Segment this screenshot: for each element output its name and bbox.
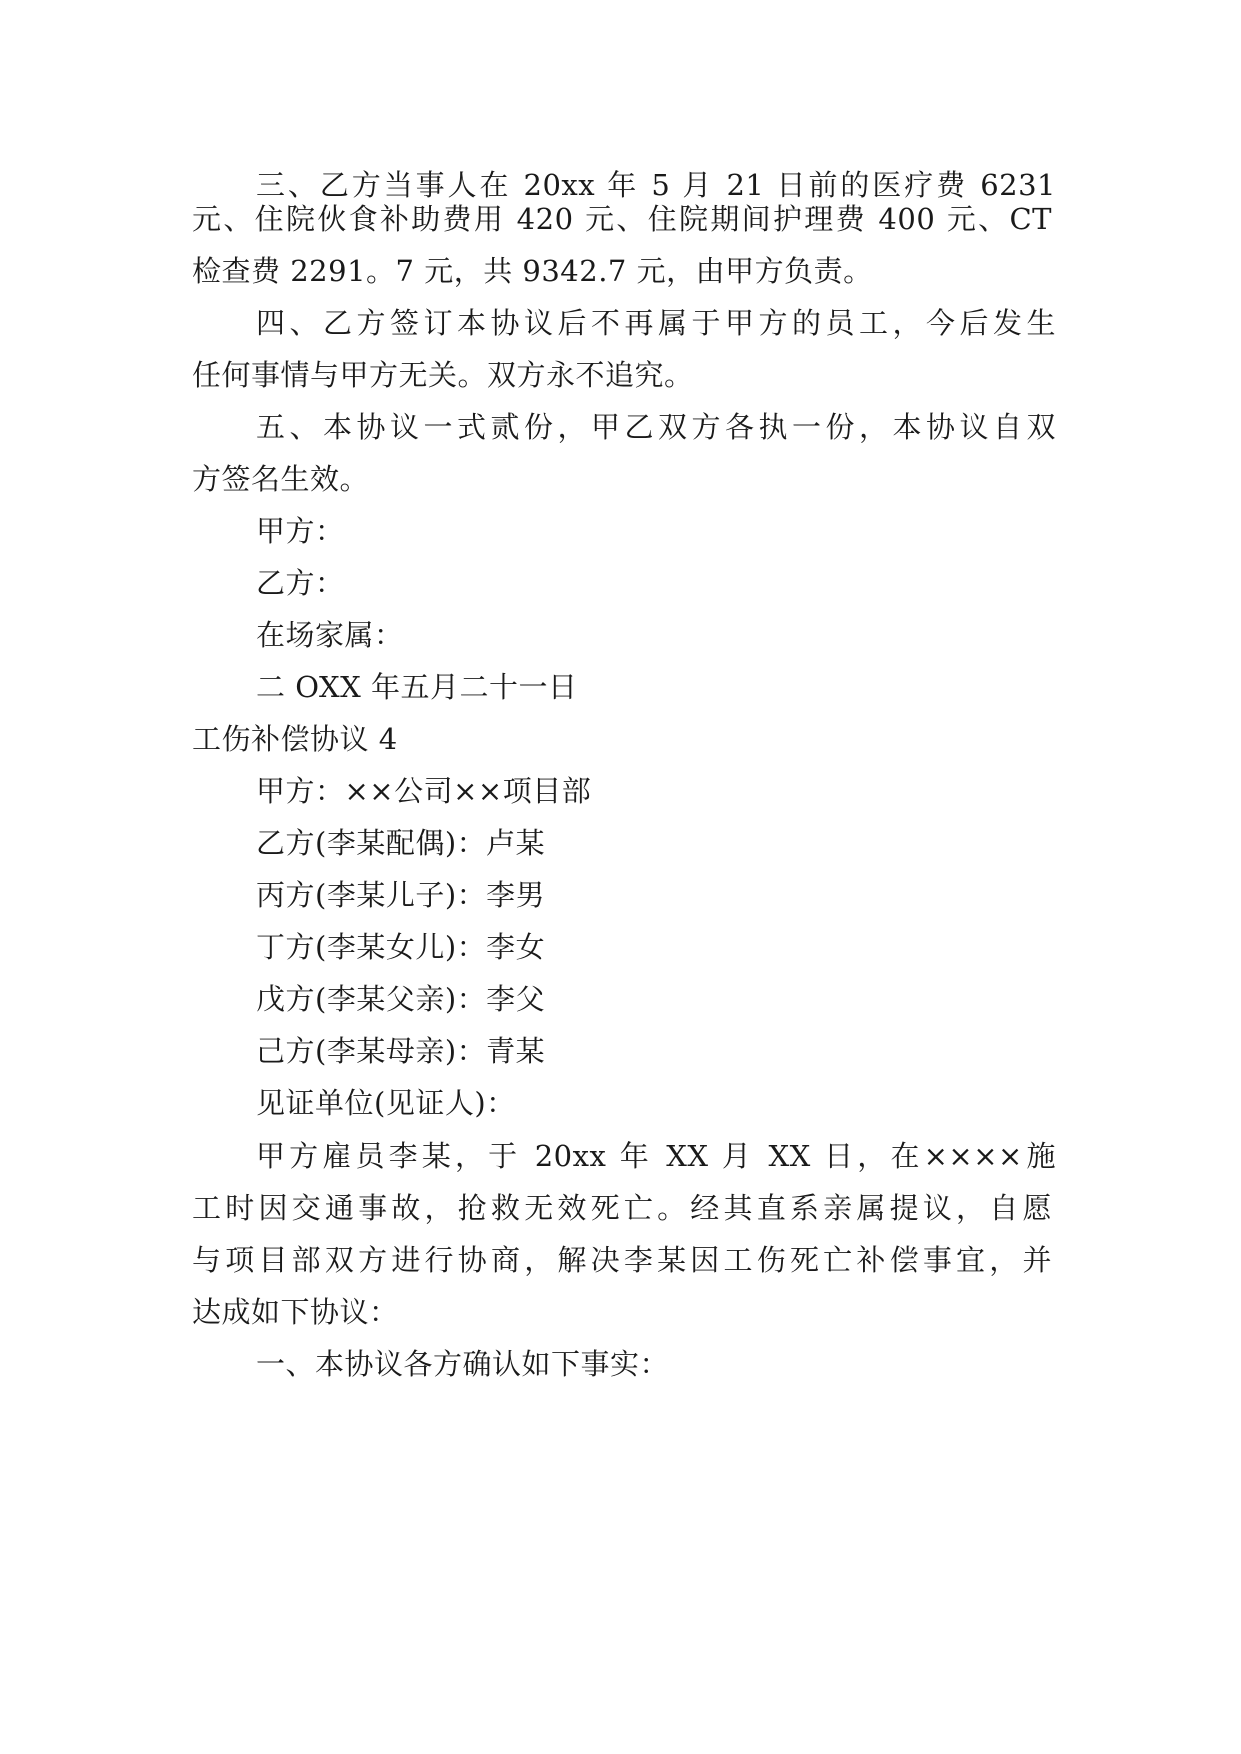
witness-line: 见证单位(见证人)： xyxy=(256,1086,516,1120)
party-c-line: 丙方(李某儿子)：李男 xyxy=(256,878,546,912)
party-d-line: 丁方(李某女儿)：李女 xyxy=(256,930,546,964)
paragraph-4-line-2: 任何事情与甲方无关。双方永不追究。 xyxy=(192,358,694,392)
party-a-line: 甲方：××公司××项目部 xyxy=(256,774,592,808)
signature-date: 二 OXX 年五月二十一日 xyxy=(256,670,578,704)
paragraph-3-line-3: 检查费 2291。7 元，共 9342.7 元，由甲方负责。 xyxy=(192,254,873,288)
party-e-line: 戊方(李某父亲)：李父 xyxy=(256,982,546,1016)
paragraph-4-line-1: 四、乙方签订本协议后不再属于甲方的员工，今后发生 xyxy=(256,306,1056,340)
party-b-line: 乙方(李某配偶)：卢某 xyxy=(256,826,546,860)
clause-1-heading: 一、本协议各方确认如下事实： xyxy=(256,1347,670,1381)
paragraph-5-line-1: 五、本协议一式贰份，甲乙双方各执一份，本协议自双 xyxy=(256,410,1056,444)
paragraph-3-line-1: 三、乙方当事人在 20xx 年 5 月 21 日前的医疗费 6231 xyxy=(256,168,1056,202)
paragraph-5-line-2: 方签名生效。 xyxy=(192,462,370,496)
facts-paragraph-line-4: 达成如下协议： xyxy=(192,1295,399,1329)
signature-party-a: 甲方： xyxy=(256,514,345,548)
signature-family-present: 在场家属： xyxy=(256,618,404,652)
facts-paragraph-line-1: 甲方雇员李某，于 20xx 年 XX 月 XX 日，在××××施 xyxy=(256,1139,1056,1173)
party-f-line: 己方(李某母亲)：青某 xyxy=(256,1034,546,1068)
signature-party-b: 乙方： xyxy=(256,566,345,600)
facts-paragraph-line-3: 与项目部双方进行协商，解决李某因工伤死亡补偿事宜，并 xyxy=(192,1243,1052,1277)
paragraph-3-line-2: 元、住院伙食补助费用 420 元、住院期间护理费 400 元、CT xyxy=(192,202,1052,236)
facts-paragraph-line-2: 工时因交通事故，抢救无效死亡。经其直系亲属提议，自愿 xyxy=(192,1191,1052,1225)
agreement-title: 工伤补偿协议 4 xyxy=(192,722,398,756)
